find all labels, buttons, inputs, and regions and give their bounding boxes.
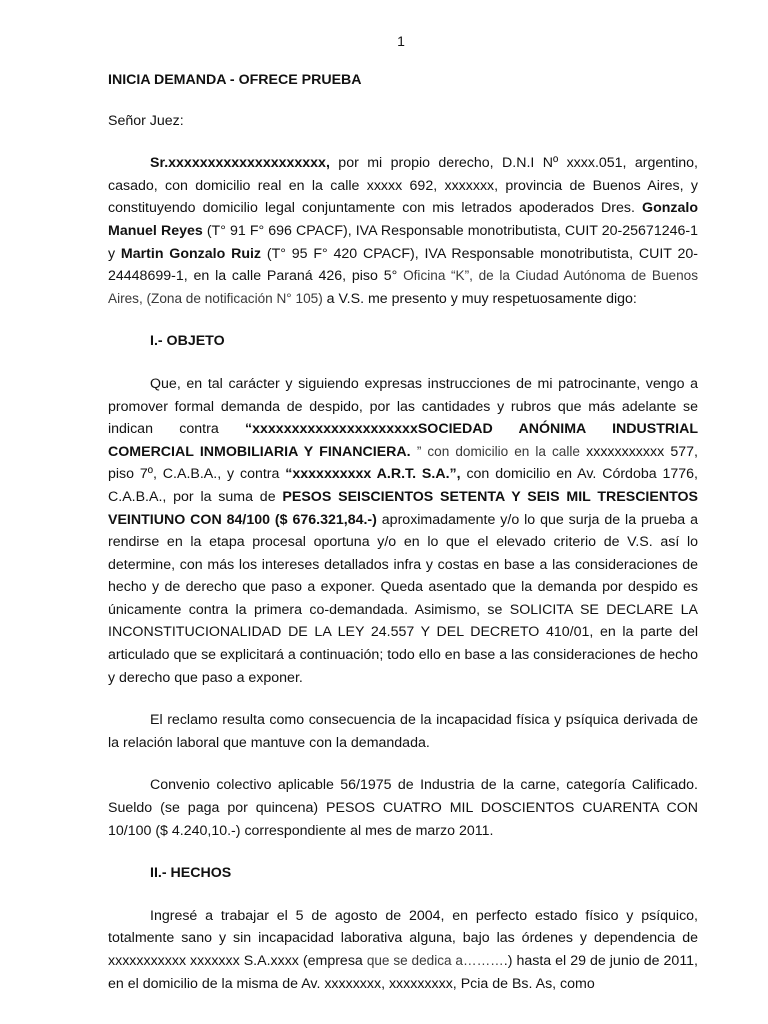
objeto-paragraph-1: Que, en tal carácter y siguiendo expresas instrucciones de mi patrocinante, vengo a promover formal demanda de despido, por las cantidades y rubros que más adelante se indican contra “xxxxxxxxxxxxxxxxxxxxxSOCIEDAD ANÓNIMA INDUSTRIAL COMERCIAL INMOBILIARIA Y FINANCIERA. ” con domicilio en la calle xxxxxxxxxxx 577, piso 7º, C.A.B.A., y contra “xxxxxxxxxx A.R.T. S.A.”, con domicilio en Av. Córdoba 1776, C.A.B.A., por la suma de PESOS SEISCIENTOS SETENTA Y SEIS MIL TRESCIENTOS VEINTIUNO CON 84/100 ($ 676.321,84.-) aproximadamente y/o lo que surja de la prueba a rendirse en la etapa procesal oportuna y/o en lo que el elevado criterio de V.S. así lo determine, con más los intereses detallados infra y costas en base a las consideraciones de hecho y de derecho que paso a exponer. Queda asentado que la demanda por despido es únicamente contra la primera co-demandada. Asimismo, se SOLICITA SE DECLARE LA INCONSTITUCIONALIDAD DE LA LEY 24.557 Y DEL DECRETO 410/01, en la parte del articulado que se explicitará a continuación; todo ello en base a las consideraciones de hecho y derecho que paso a exponer. (108, 375, 698, 686)
document-body (108, 69, 698, 995)
hechos-paragraph-1: Ingresé a trabajar el 5 de agosto de 2004, en perfecto estado físico y psíquico, totalmente sano y sin incapacidad laborativa alguna, bajo las órdenes y dependencia de xxxxxxxxxxx xxxxxxx S.A.xxxx (empresa que se dedica a……….) hasta el 29 de junio de 2011, en el domicilio de la misma de Av. xxxxxxxx, xxxxxxxxx, Pcia de Bs. As, como (108, 907, 698, 992)
defendant-1: “xxxxxxxxxxxxxxxxxxxxxSOCIEDAD ANÓNIMA INDUSTRIAL COMERCIAL INMOBILIARIA Y FINANCIERA. (108, 421, 698, 460)
document-title: INICIA DEMANDA - OFRECE PRUEBA (108, 72, 362, 88)
section-heading-hechos: II.- HECHOS (150, 865, 232, 882)
section-heading-objeto: I.- OBJETO (150, 333, 225, 350)
intro-paragraph: Sr.xxxxxxxxxxxxxxxxxxxx, por mi propio derecho, D.N.I Nº xxxx.051, argentino, casado, con domicilio real en la calle xxxxx 692, xxxxxxx, provincia de Buenos Aires, y constituyendo domicilio legal conjuntamente con mis letrados apoderados Dres. Gonzalo Manuel Reyes (T° 91 F° 696 CPACF), IVA Responsable monotributista, CUIT 20-25671246-1 y Martin Gonzalo Ruiz (T° 95 F° 420 CPACF), IVA Responsable monotributista, CUIT 20-24448699-1, en la calle Paraná 426, piso 5° Oficina “K”, de la Ciudad Autónoma de Buenos Aires, (Zona de notificación N° 105) a V.S. me presento y muy respetuosamente digo: (108, 155, 698, 307)
defendant-2: “xxxxxxxxxx A.R.T. S.A.”, (285, 466, 461, 483)
lawyer-name-1: Gonzalo Manuel Reyes (108, 200, 698, 239)
salutation: Señor Juez: (108, 112, 184, 129)
objeto-paragraph-2: El reclamo resulta como consecuencia de la incapacidad física y psíquica derivada de la relación laboral que mantuve con la demandada. (108, 712, 698, 751)
objeto-paragraph-3: Convenio colectivo aplicable 56/1975 de Industria de la carne, categoría Calificado. Sueldo (se paga por quincena) PESOS CUATRO MIL DOSCIENTOS CUARENTA CON 10/100 ($ 4.240,10.-) correspondiente al mes de marzo 2011. (108, 777, 698, 839)
lawyer-name-2: Martin Gonzalo Ruiz (120, 245, 262, 262)
page-number: 1 (397, 33, 405, 49)
plaintiff-name: Sr.xxxxxxxxxxxxxxxxxxxx, (150, 155, 330, 172)
claim-amount: PESOS SEISCIENTOS SETENTA Y SEIS MIL TRESCIENTOS VEINTIUNO CON 84/100 ($ 676.321,84.-) (108, 488, 698, 528)
